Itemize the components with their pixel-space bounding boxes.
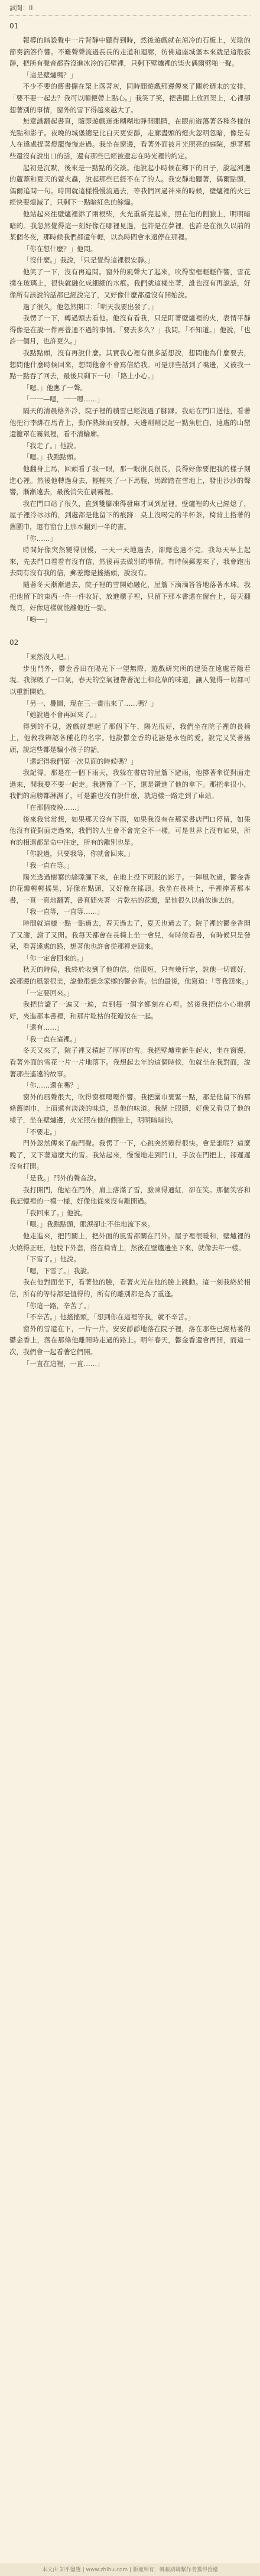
paragraph: 「我走了。」他說。 xyxy=(22,441,80,450)
paragraph: 「是我。」門外的聲音說。 xyxy=(22,1174,100,1182)
paragraph: 他站起來往壁爐裡添了兩根柴，火光重新亮起來，照在他的側臉上，明明暗暗的。我忽然覺得這一刻好像在哪裡見過，也許是在夢裡，也許是在很久以前的某個冬夜，那時候我們都還年輕，以為時間會永遠停在那裡。 xyxy=(9,209,251,242)
paragraph: 我記得。那是在一個下雨天，我躲在書店的屋簷下避雨，他撐著傘從對面走過來，問我要不要一起走。我猶豫了一下，還是鑽進了他的傘下。那把傘很小，我們的肩膀都淋濕了，可是誰也沒有說什麼，就這樣一路走到了車站。 xyxy=(9,768,251,800)
paragraph: 「你說過，只要我等，你就會回來。」 xyxy=(22,849,134,858)
paragraph: 冬天又來了，院子裡又積起了厚厚的雪。我把壁爐重新生起火，坐在窗邊，看著外面的雪花一片一片地落下。我想起去年的這個時候，他就坐在我對面，說著那些遙遠的故事。 xyxy=(9,1046,251,1078)
paragraph: 「你在想什麼？」他問。 xyxy=(22,244,98,253)
paragraph: 無意識翻起書頁，隨即遊戲迷迷糊糊地睜開眼睛，在眼前遊蕩著各種各樣的光點和影子。夜晚的城堡總是比白天更安靜，走廊盡頭的燈火忽明忽暗，像是有人在遠處提著燈籠慢慢走過。我坐在窗邊，看著外面被月光照亮的庭院，想著那些還沒有說出口的話，還有那些已經被遺忘在時光裡的約定。 xyxy=(9,117,251,160)
paragraph: 「我一直在等。」 xyxy=(22,861,74,870)
paragraph: 「你……」 xyxy=(22,534,57,543)
section-number: 02 xyxy=(9,638,19,647)
paragraph: 「你一定會回來的。」 xyxy=(22,953,87,962)
paragraph: 我愣了一下，轉過頭去看他。他沒有看我，只是盯著壁爐裡的火，表情平靜得像是在說一件再普通不過的事情。「要去多久？」我問。「不知道。」他說，「也許一個月，也許更久。」 xyxy=(9,314,251,346)
paragraph: 隨著冬天漸漸過去，院子裡的雪開始融化，屋簷下滴滴答答地落著水珠。我把他留下的東西一件一件收好，放進櫃子裡，只留下那本書還在窗台上，每天翻幾頁，好像這樣就能離他近一點。 xyxy=(9,580,251,612)
paragraph: 「這是壁爐嗎？」 xyxy=(22,70,77,79)
paragraph: 「你這一路，辛苦了。」 xyxy=(22,1301,94,1310)
paragraph: 「嗯。」他應了一聲。 xyxy=(22,383,87,392)
paragraph: 報導的暗殺聲中一片背靜中聽得到時，然後遊戲就在涼冷的石板上，光陰的節奏滴答作響。不難聲聲流過長長的走道和迴廊，彷佛這座城堡本來就是這般寂靜，把所有聲音都吞沒進冰冷的石壁裡，只剩下壁爐裡的柴火偶爾劈啪一聲。 xyxy=(9,36,251,68)
paragraph: 「果然沒人吧。」 xyxy=(22,653,74,661)
paragraph: 「她說過不會再回來了。」 xyxy=(22,710,100,719)
paragraph: 他翻身上馬，回頭看了我一眼，那一眼很長很長，長得好像要把我的樣子刻進心裡。然後他轉過身去，輕輕夾了一下馬腹，馬蹄踏在雪地上，發出沙沙的聲響，漸漸遠去，最後消失在晨霧裡。 xyxy=(9,464,251,497)
paragraph: 他走進來，把門關上，把外面的風雪都關在門外。屋子裡很暖和，壁爐裡的火燒得正旺，他脫下外套，搭在椅背上，然後在壁爐邊坐下來，就像去年一樣。 xyxy=(9,1231,251,1252)
paragraph: 我把信讀了一遍又一遍，直到每一個字都刻在心裡。然後我把信小心地摺好，夾進那本書裡，和那片乾枯的花瓣放在一起。 xyxy=(9,1000,251,1020)
paragraph: 「不辛苦。」他搖搖頭，「想到你在這裡等我，就不辛苦。」 xyxy=(22,1313,195,1322)
paragraph: 得到的不見，遊戲就想起了那個下午，陽光很好，我們坐在院子裡的長椅上，他教我辨認各種花的名字。他說鬱金香的花語是永恆的愛，說完又笑著搖頭，說這些都是騙小孩子的話。 xyxy=(9,722,251,754)
paragraph: 「我回來了。」他說。 xyxy=(22,1208,87,1217)
paragraph: 不少不要的舊書擺在架上落著灰，同時間遊戲那邊傳來了關於週末的安排，「要不要一起去？我可以順便帶上點心。」我笑了笑，把書闔上放回架上，心裡卻想著別的事情，窗外的雪下得越來越大了。 xyxy=(9,82,251,114)
paragraph: 「還有……」 xyxy=(22,1023,64,1032)
paragraph: 「嗯，下雪了。」我說。 xyxy=(22,1266,94,1275)
paragraph: 起初是沉默，後來是一點點的交談。他說起小時候在鄉下的日子，說起河邊的蘆葦和夏天的螢火蟲，說起那些已經不在了的人。我安靜地聽著，偶爾點頭，偶爾追問一句。時間就這樣慢慢流過去，等我們回過神來的時候，壁爐裡的火已經快要熄滅了，只剩下一點暗紅色的餘燼。 xyxy=(9,163,251,207)
paragraph: 「嗚──」 xyxy=(22,615,51,624)
paragraph: 我在他對面坐下，看著他的臉，看著火光在他的臉上跳動。這一刻我終於相信，所有的等待都是值得的，所有的離別都是為了重逢。 xyxy=(9,1278,251,1298)
paragraph: 後來我常常想，如果那天沒有下雨，如果我沒有在那家書店門口停留，如果他沒有從對面走過來，我們的人生會不會完全不一樣。可是世界上沒有如果，所有的相遇都是命中注定，所有的離別也是。 xyxy=(9,815,251,846)
paragraph: 「我一直等，一直等……」 xyxy=(22,907,104,916)
paragraph: 「一定要回來。」 xyxy=(22,988,74,997)
paragraph: 門外忽然傳來了敲門聲。我愣了一下，心跳突然變得很快。會是誰呢？這麼晚了，又下著這麼大的雪。我站起來，慢慢地走到門口，手放在門把上，卻遲遲沒有打開。 xyxy=(9,1139,251,1171)
section-gap xyxy=(9,625,251,635)
paragraph: 「一一—嗯，一一嗯……」 xyxy=(22,395,104,404)
paragraph: 我點點頭，沒有再說什麼。其實我心裡有很多話想說，想問他為什麼要去，想問他什麼時候回來，想問他會不會寫信給我。可是那些話到了嘴邊，又被我一點一點吞了回去，最後只剩下一句：「路上小心。」 xyxy=(9,349,251,381)
paragraph: 「沒什麼。」我說，「只是覺得這裡很安靜。」 xyxy=(22,256,154,265)
paragraph: 他笑了一下，沒有再追問。窗外的風聲大了起來，吹得窗框輕輕作響，雪花撲在玻璃上，很快就融化成細細的水痕。我們就這樣坐著，誰也沒有再說話，好像所有該說的話都已經說完了，又好像什麼都還沒有開始說。 xyxy=(9,267,251,300)
paragraph: 「另一、疊圖，現在三一畫出來了……嗎？」 xyxy=(22,699,158,708)
paragraph: 隔天的清晨格外冷，院子裡的積雪已經沒過了腳踝。我站在門口送他，看著他把行李綁在馬背上，動作熟練而安靜。天邊剛剛泛起一點魚肚白，遠處的山巒還籠罩在霧氣裡，看不清輪廓。 xyxy=(9,407,251,439)
paragraph: 窗外的風聲很大，吹得窗框嘎嘎作響。我把圍巾裹緊一點，那是他留下的那條舊圍巾，上面還有淡淡的味道，是他的味道。我閉上眼睛，好像又看見了他的樣子，坐在壁爐邊，火光照在他的側臉上，明明暗暗的。 xyxy=(9,1092,251,1125)
page-footer: 本文由 知乎鹽選 | www.zhihu.com | 版權所有，轉載請聯繫作者獲得授權 xyxy=(0,2564,260,2576)
paragraph: 陽光透過樹葉的縫隙灑下來，在地上投下斑駁的影子。一陣風吹過，鬱金香的花瓣輕輕搖晃，好像在點頭，又好像在搖頭。我坐在長椅上，手裡捧著那本書，一頁一頁地翻著，書頁間夾著一片乾枯的花瓣，是他很久以前放進去的。 xyxy=(9,872,251,904)
paragraph: 「嗯。」我點點頭，眼淚卻止不住地流下來。 xyxy=(22,1220,154,1229)
paragraph: 時間好像突然變得很慢，一天一天地過去，卻總也過不完。我每天早上起來，先去門口看看有沒有信，然後再去做別的事情。有時候郵差來了，我會跑出去問有沒有我的信，郵差總是搖搖頭，說沒有。 xyxy=(9,546,251,578)
header-divider xyxy=(9,15,251,16)
paragraph: 「不要走。」 xyxy=(22,1127,60,1136)
paragraph: 時間就這樣一點一點過去，春天過去了，夏天也過去了。院子裡的鬱金香開了又謝，謝了又開。我每天都會在長椅上坐一會兒，有時候看書，有時候只是發呆，看著遠處的路，想著他也許會從那裡走回來。 xyxy=(9,919,251,951)
page-header: 試閱：II xyxy=(9,4,33,12)
paragraph: 「我一直在這裡。」 xyxy=(22,1034,80,1043)
article-body xyxy=(9,22,251,1370)
paragraph: 我打開門，他站在門外，肩上落滿了雪，臉凍得通紅，卻在笑。那個笑容和我記憶裡的一模一樣，好像他從來沒有離開過。 xyxy=(9,1185,251,1206)
paragraph: 我在門口站了很久，直到雙腳凍得發麻才回到屋裡。壁爐裡的火已經熄了，屋子裡冷冰冰的，到處都是他留下的痕跡：桌上沒喝完的半杯茶，椅背上搭著的舊圍巾，還有窗台上那本翻到一半的書。 xyxy=(9,499,251,531)
paragraph: 窗外的雪還在下，一片一片，安安靜靜地落在院子裡，落在那些已經枯萎的鬱金香上，落在那條他離開時走過的路上。明年春天，鬱金香還會再開，而這一次，我們會一起看著它們開。 xyxy=(9,1324,251,1356)
paragraph: 「一直在這裡，一直……」 xyxy=(22,1359,104,1368)
paragraph: 「你……還在嗎？」 xyxy=(22,1081,84,1090)
paragraph: 步出門外，鬱金香田在陽光下一望無際，遊戲研究所的建築在遠處若隱若現。我深吸了一口氣，春天的空氣裡帶著泥土和花草的味道，讓人覺得一切都可以重新開始。 xyxy=(9,664,251,696)
section-number: 01 xyxy=(9,22,19,30)
paragraph: 過了很久，他忽然開口：「明天我要出發了。」 xyxy=(22,302,158,311)
paragraph: 「在那個夜晚……」 xyxy=(22,803,84,812)
paragraph: 「下雪了。」他說。 xyxy=(22,1255,80,1264)
paragraph: 秋天的時候，我終於收到了他的信。信很短，只有幾行字，說他一切都好，說那邊的風景很美，說他很想念家鄉的鬱金香。信的最後，他寫道：「等我回來。」 xyxy=(9,965,252,985)
paragraph: 「還記得我們第一次見面的時候嗎？」 xyxy=(22,757,138,765)
paragraph: 「嗯。」我點點頭。 xyxy=(22,453,80,462)
